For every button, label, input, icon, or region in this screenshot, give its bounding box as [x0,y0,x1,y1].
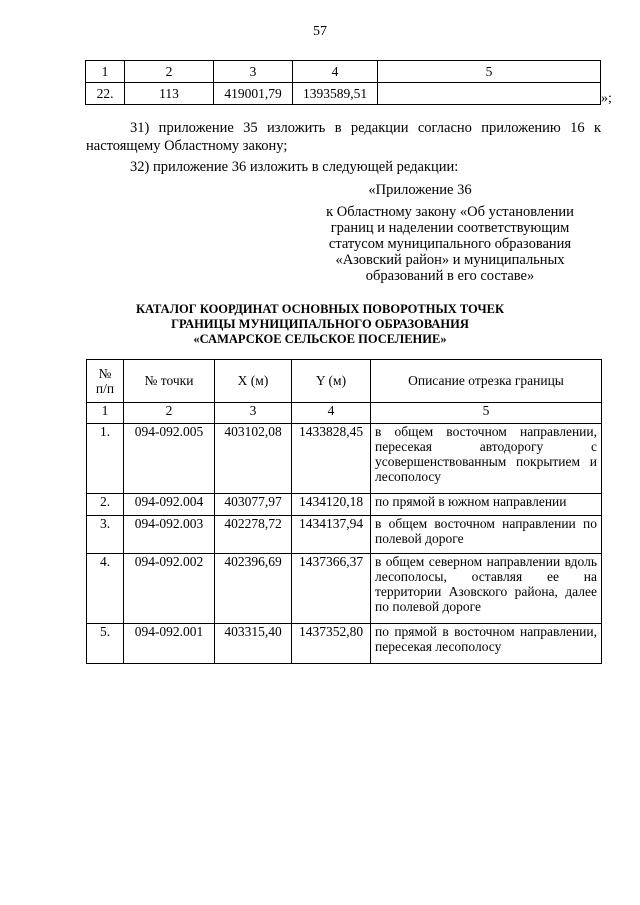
table-cell: 22. [86,83,125,105]
column-number: 5 [371,403,602,424]
header-num [87,360,124,403]
table-header-row [86,61,601,83]
header-cell: 3 [214,61,293,83]
table-row [87,554,602,624]
header-cell: 5 [378,61,601,83]
row-num: 4. [87,554,124,624]
table-header-row [87,360,602,403]
row-x: 402278,72 [215,516,292,554]
row-x: 403315,40 [215,624,292,664]
continuation-table [85,60,601,105]
paragraph-32: 32) приложение 36 изложить в следующей редакции: [130,159,459,175]
row-desc: в общем восточном направлении по полевой дороге [371,516,602,554]
row-num: 3. [87,516,124,554]
column-number: 3 [215,403,292,424]
row-y: 1437352,80 [292,624,371,664]
appendix-subtitle-line: к Областному закону «Об установлении [326,204,574,220]
row-x: 403102,08 [215,424,292,494]
row-point: 094-092.003 [124,516,215,554]
coordinates-table [86,359,602,664]
header-y: Y (м) [292,360,371,403]
appendix-subtitle-line: статусом муниципального образования [328,236,572,252]
header-cell: 4 [293,61,378,83]
table-row [87,424,602,494]
row-point: 094-092.001 [124,624,215,664]
header-num-line1: № [98,366,112,381]
header-x: X (м) [215,360,292,403]
page-number: 57 [313,24,327,39]
catalog-title-line: «САМАРСКОЕ СЕЛЬСКОЕ ПОСЕЛЕНИЕ» [193,332,447,346]
header-point: № точки [124,360,215,403]
table-cell [378,83,601,105]
appendix-subtitle-line: «Азовский район» и муниципальных [335,252,565,268]
row-num: 2. [87,494,124,516]
column-number: 1 [87,403,124,424]
catalog-title-line: ГРАНИЦЫ МУНИЦИПАЛЬНОГО ОБРАЗОВАНИЯ [171,317,469,331]
header-desc: Описание отрезка границы [371,360,602,403]
row-desc: по прямой в южном направлении [371,494,602,516]
row-desc: в общем северном направлении вдоль лесополосы, оставляя ее на территории Азовского района, далее по полевой дороге [371,554,602,624]
header-num-line2: п/п [95,381,115,396]
column-number: 2 [124,403,215,424]
catalog-title-line: КАТАЛОГ КООРДИНАТ ОСНОВНЫХ ПОВОРОТНЫХ ТОЧЕК [135,302,505,316]
table-row [87,624,602,664]
row-y: 1434120,18 [292,494,371,516]
paragraph-31: 31) приложение 35 изложить в редакции согласно приложению 16 к настоящему Областному закону; [86,120,601,154]
table-row [86,83,601,105]
table-cell: 113 [125,83,214,105]
table-cell: 1393589,51 [293,83,378,105]
appendix-subtitle-line: образований в его составе» [365,268,535,284]
table-row [87,494,602,516]
appendix-title: «Приложение 36 [368,182,472,198]
column-number: 4 [292,403,371,424]
row-x: 403077,97 [215,494,292,516]
table-cell: 419001,79 [214,83,293,105]
row-y: 1434137,94 [292,516,371,554]
header-cell: 1 [86,61,125,83]
column-numbers-row [87,403,602,424]
row-num: 5. [87,624,124,664]
appendix-subtitle-line: границ и наделении соответствующим [330,220,570,236]
table-closing-quote: »; [601,91,612,106]
row-y: 1433828,45 [292,424,371,494]
row-desc: по прямой в восточном направлении, пересекая лесополосу [371,624,602,664]
appendix-subtitle [300,204,600,284]
row-point: 094-092.002 [124,554,215,624]
table-row [87,516,602,554]
row-x: 402396,69 [215,554,292,624]
row-point: 094-092.004 [124,494,215,516]
row-num: 1. [87,424,124,494]
row-point: 094-092.005 [124,424,215,494]
header-cell: 2 [125,61,214,83]
row-y: 1437366,37 [292,554,371,624]
catalog-title [0,302,640,347]
row-desc: в общем восточном направлении, пересекая автодорогу с усовершенствованным покрытием и лесополосу [371,424,602,494]
